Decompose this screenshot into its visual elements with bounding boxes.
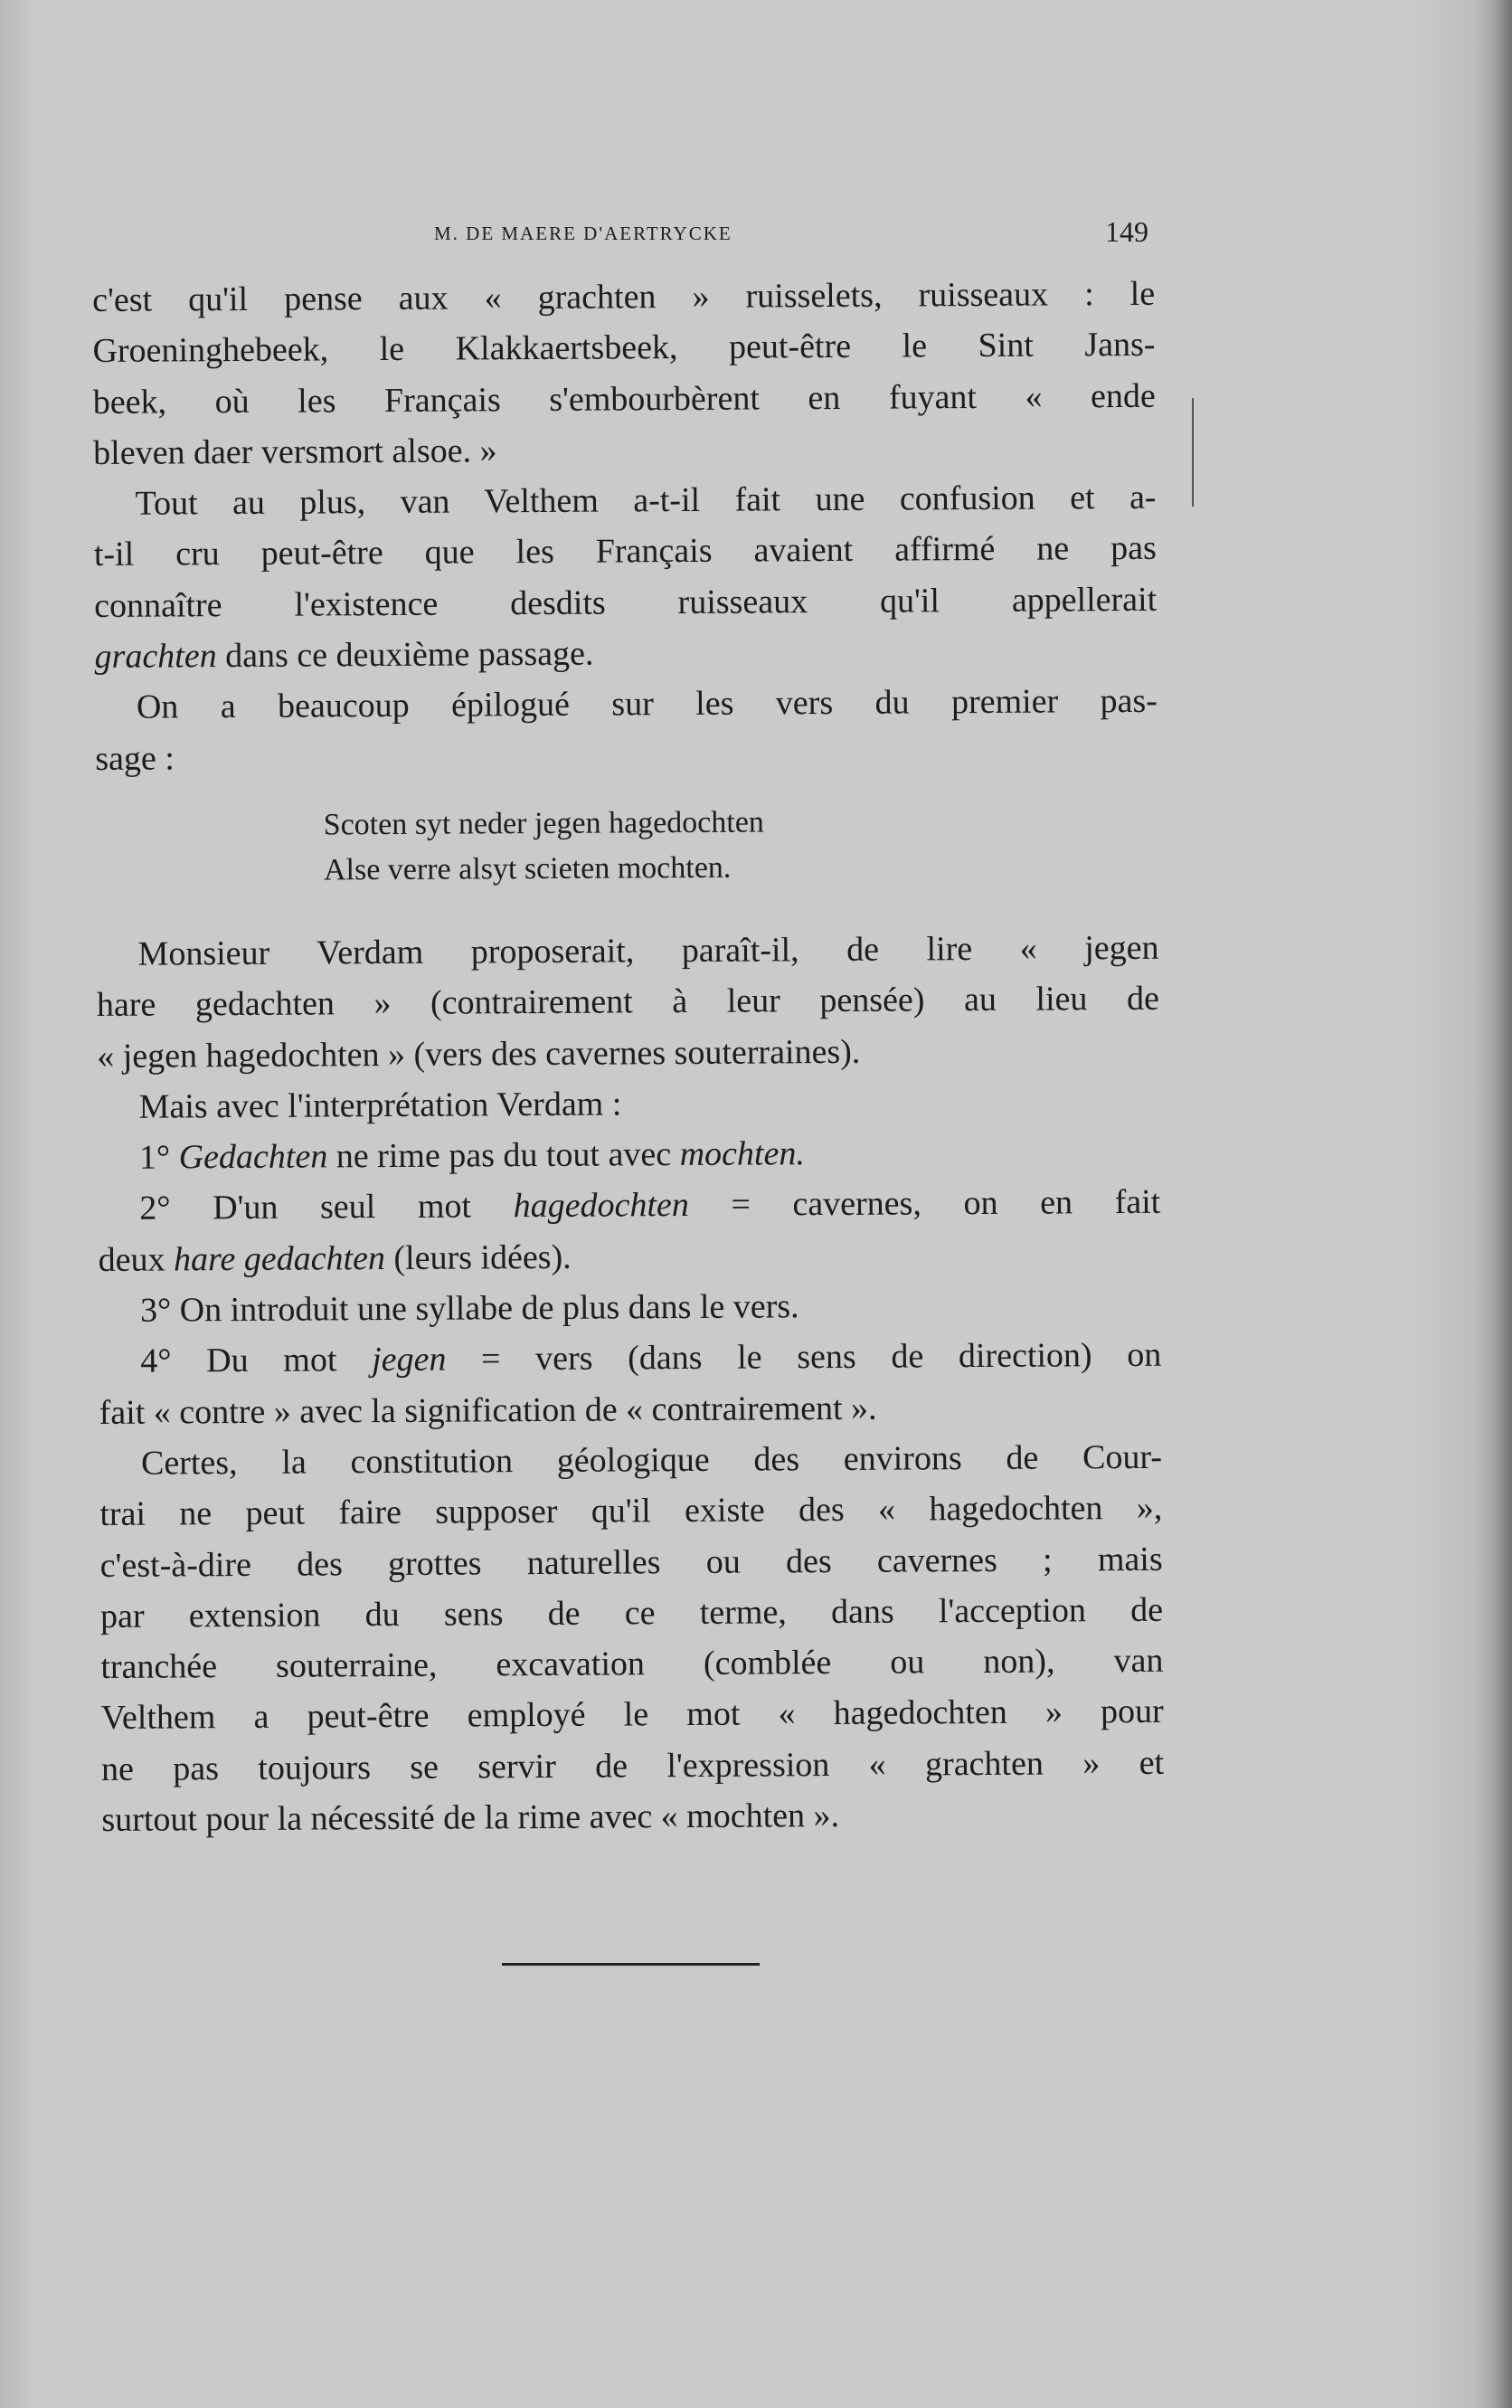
- list-item-4: [99, 1330, 1162, 1438]
- paragraph-6: [99, 1432, 1165, 1846]
- text-line: [98, 1177, 1160, 1234]
- text-line: connaître l'existence desdits ruisseaux qu'il appellerait: [94, 580, 1158, 625]
- text-line: ne pas toujours se servir de l'expression « grachten » et: [100, 1743, 1165, 1788]
- text-line: [99, 1330, 1161, 1387]
- text-fragment: 4° Du mot: [140, 1341, 373, 1381]
- paragraph-5: Mais avec l'interprétation Verdam :: [138, 1085, 622, 1126]
- text-line: On a beaucoup épilogué sur les vers du premier pas-: [136, 682, 1158, 727]
- page-header: [434, 215, 1148, 251]
- text-line: Groeninghebeek, le Klakkaertsbeek, peut-être le Sint Jans-: [92, 326, 1156, 371]
- margin-mark: [1192, 398, 1194, 507]
- text-fragment: dans ce deuxième passage.: [216, 634, 594, 676]
- page-number: 149: [1105, 215, 1148, 248]
- text-line: trai ne peut faire supposer qu'il existe des « hagedochten »,: [99, 1489, 1163, 1534]
- text-line: c'est-à-dire des grottes naturelles ou des cavernes ; mais: [99, 1540, 1163, 1585]
- body-text: [92, 269, 1165, 1845]
- italic-term: hare gedachten: [173, 1238, 386, 1279]
- text-line: beek, où les Français s'embourbèrent en fuyant « ende: [92, 376, 1156, 422]
- text-line: [98, 1228, 1160, 1285]
- list-number: 1°: [138, 1138, 179, 1177]
- text-line: Velthem a peut-être employé le mot « hagedochten » pour: [100, 1692, 1164, 1738]
- verse-line-2: Alse verre alsyt scieten mochten.: [323, 850, 732, 887]
- text-line: tranchée souterraine, excavation (comblée ou non), van: [100, 1641, 1164, 1687]
- text-line: Tout au plus, van Velthem a-t-il fait une confusion et a-: [135, 479, 1157, 523]
- end-rule: [502, 1963, 760, 1966]
- paragraph-2: [93, 472, 1157, 682]
- text-fragment: deux: [98, 1240, 175, 1279]
- text-line: bleven daer versmort alsoe. »: [93, 431, 497, 472]
- text-fragment: (leurs idées).: [384, 1237, 572, 1277]
- text-line: fait « contre » avec la signification de « contrairement ».: [99, 1389, 877, 1432]
- text-line: [94, 625, 1157, 682]
- list-item-1: [98, 1126, 1160, 1183]
- text-line: « jegen hagedochten » (vers des cavernes souterraines).: [97, 1032, 861, 1076]
- list-item-2: [98, 1177, 1161, 1285]
- text-line: Certes, la constitution géologique des environs de Cour-: [140, 1437, 1163, 1483]
- text-fragment: = cavernes, on en fait: [688, 1183, 1161, 1225]
- italic-term: hagedochten: [513, 1186, 689, 1226]
- italic-term: Gedachten: [178, 1137, 328, 1177]
- italic-term: mochten.: [679, 1134, 805, 1174]
- text-line: hare gedachten » (contrairement à leur pensée) au lieu de: [96, 980, 1160, 1025]
- text-line: sage :: [95, 739, 175, 778]
- paragraph-1: [92, 269, 1156, 479]
- paragraph-3: [95, 676, 1158, 784]
- italic-term: grachten: [94, 637, 217, 677]
- verse-quote: [324, 798, 1159, 894]
- text-line: par extension du sens de ce terme, dans l'acception de: [99, 1590, 1164, 1635]
- page-edge-shadow: [1490, 0, 1512, 2408]
- text-line: t-il cru peut-être que les Français avaient affirmé ne pas: [93, 529, 1157, 574]
- text-line: c'est qu'il pense aux « grachten » ruisselets, ruisseaux : le: [92, 274, 1156, 319]
- text-fragment: ne rime pas du tout avec: [327, 1135, 680, 1176]
- text-line: Monsieur Verdam proposerait, paraît-il, de lire « jegen: [137, 928, 1159, 973]
- text-fragment: 2° D'un seul mot: [139, 1187, 514, 1228]
- list-item-3: 3° On introduit une syllabe de plus dans le vers.: [139, 1287, 799, 1330]
- paragraph-4: [96, 923, 1159, 1082]
- text-fragment: = vers (dans le sens de direction) on: [446, 1336, 1162, 1379]
- text-line: surtout pour la nécessité de la rime avec « mochten ».: [101, 1797, 840, 1839]
- verse-line-1: Scoten syt neder jegen hagedochten: [323, 805, 764, 842]
- running-head: M. DE MAERE D'AERTRYCKE: [434, 223, 732, 244]
- italic-term: jegen: [372, 1340, 447, 1379]
